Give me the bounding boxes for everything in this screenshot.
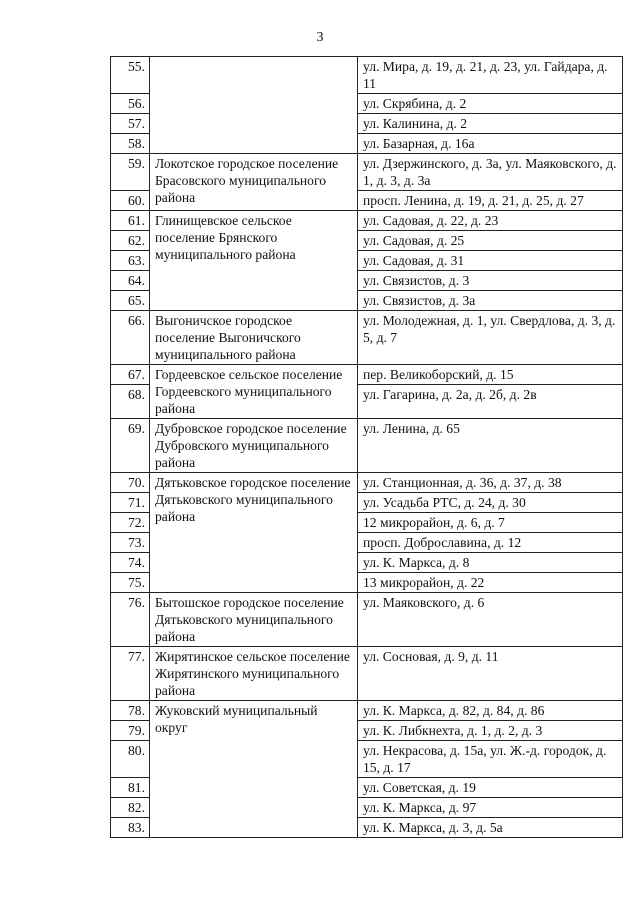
settlement-cell: Дятьковское городское поселение Дятьковского муниципального района — [150, 473, 358, 593]
row-number: 73. — [111, 533, 150, 553]
address-cell: ул. Станционная, д. 36, д. 37, д. 38 — [358, 473, 623, 493]
address-cell: ул. Некрасова, д. 15а, ул. Ж.-д. городок, д. 15, д. 17 — [358, 741, 623, 778]
settlement-cell: Бытошское городское поселение Дятьковского муниципального района — [150, 593, 358, 647]
table-row — [111, 701, 623, 721]
address-cell: ул. Сосновая, д. 9, д. 11 — [358, 647, 623, 701]
address-cell: ул. Садовая, д. 25 — [358, 231, 623, 251]
row-number: 80. — [111, 741, 150, 778]
address-cell: ул. Ленина, д. 65 — [358, 419, 623, 473]
table-row — [111, 211, 623, 231]
settlement-cell: Жирятинское сельское поселение Жирятинского муниципального района — [150, 647, 358, 701]
table-row — [111, 154, 623, 191]
address-cell: ул. Садовая, д. 22, д. 23 — [358, 211, 623, 231]
address-cell: пер. Великоборский, д. 15 — [358, 365, 623, 385]
table-row — [111, 473, 623, 493]
table-row — [111, 593, 623, 647]
row-number: 63. — [111, 251, 150, 271]
row-number: 70. — [111, 473, 150, 493]
address-cell: ул. Скрябина, д. 2 — [358, 94, 623, 114]
row-number: 55. — [111, 57, 150, 94]
row-number: 67. — [111, 365, 150, 385]
row-number: 72. — [111, 513, 150, 533]
row-number: 75. — [111, 573, 150, 593]
row-number: 83. — [111, 818, 150, 838]
address-cell: 12 микрорайон, д. 6, д. 7 — [358, 513, 623, 533]
address-cell: ул. Гагарина, д. 2а, д. 2б, д. 2в — [358, 385, 623, 419]
row-number: 68. — [111, 385, 150, 419]
row-number: 74. — [111, 553, 150, 573]
row-number: 59. — [111, 154, 150, 191]
table-row — [111, 419, 623, 473]
settlement-cell: Локотское городское поселение Брасовского муниципального района — [150, 154, 358, 211]
address-cell: ул. Связистов, д. 3 — [358, 271, 623, 291]
address-cell: ул. Калинина, д. 2 — [358, 114, 623, 134]
row-number: 69. — [111, 419, 150, 473]
row-number: 82. — [111, 798, 150, 818]
row-number: 71. — [111, 493, 150, 513]
settlement-cell: Гордеевское сельское поселение Гордеевского муниципального района — [150, 365, 358, 419]
row-number: 56. — [111, 94, 150, 114]
row-number: 66. — [111, 311, 150, 365]
address-cell: просп. Ленина, д. 19, д. 21, д. 25, д. 27 — [358, 191, 623, 211]
settlement-cell: Глинищевское сельское поселение Брянского муниципального района — [150, 211, 358, 311]
row-number: 76. — [111, 593, 150, 647]
address-cell: ул. Садовая, д. 31 — [358, 251, 623, 271]
address-cell: ул. Базарная, д. 16а — [358, 134, 623, 154]
row-number: 65. — [111, 291, 150, 311]
row-number: 81. — [111, 778, 150, 798]
address-cell: ул. К. Маркса, д. 8 — [358, 553, 623, 573]
address-cell: просп. Доброславина, д. 12 — [358, 533, 623, 553]
row-number: 77. — [111, 647, 150, 701]
address-cell: ул. Маяковского, д. 6 — [358, 593, 623, 647]
settlements-table — [110, 56, 623, 838]
settlement-cell: Выгоничское городское поселение Выгоничского муниципального района — [150, 311, 358, 365]
row-number: 57. — [111, 114, 150, 134]
address-cell: ул. К. Маркса, д. 82, д. 84, д. 86 — [358, 701, 623, 721]
address-cell: ул. Мира, д. 19, д. 21, д. 23, ул. Гайдара, д. 11 — [358, 57, 623, 94]
row-number: 64. — [111, 271, 150, 291]
row-number: 62. — [111, 231, 150, 251]
table-row — [111, 647, 623, 701]
row-number: 79. — [111, 721, 150, 741]
address-cell: ул. Дзержинского, д. 3а, ул. Маяковского, д. 1, д. 3, д. 3а — [358, 154, 623, 191]
row-number: 61. — [111, 211, 150, 231]
address-cell: ул. Связистов, д. 3а — [358, 291, 623, 311]
address-cell: ул. К. Либкнехта, д. 1, д. 2, д. 3 — [358, 721, 623, 741]
address-cell: ул. Усадьба РТС, д. 24, д. 30 — [358, 493, 623, 513]
settlement-cell: Жуковский муниципальный округ — [150, 701, 358, 838]
row-number: 78. — [111, 701, 150, 721]
table-row — [111, 57, 623, 94]
address-cell: ул. К. Маркса, д. 3, д. 5а — [358, 818, 623, 838]
settlement-cell: Дубровское городское поселение Дубровского муниципального района — [150, 419, 358, 473]
table-row — [111, 365, 623, 385]
address-cell: ул. К. Маркса, д. 97 — [358, 798, 623, 818]
settlement-cell — [150, 57, 358, 154]
table-row — [111, 311, 623, 365]
page-number: 3 — [316, 30, 324, 45]
address-cell: 13 микрорайон, д. 22 — [358, 573, 623, 593]
address-cell: ул. Молодежная, д. 1, ул. Свердлова, д. 3, д. 5, д. 7 — [358, 311, 623, 365]
address-cell: ул. Советская, д. 19 — [358, 778, 623, 798]
row-number: 60. — [111, 191, 150, 211]
row-number: 58. — [111, 134, 150, 154]
